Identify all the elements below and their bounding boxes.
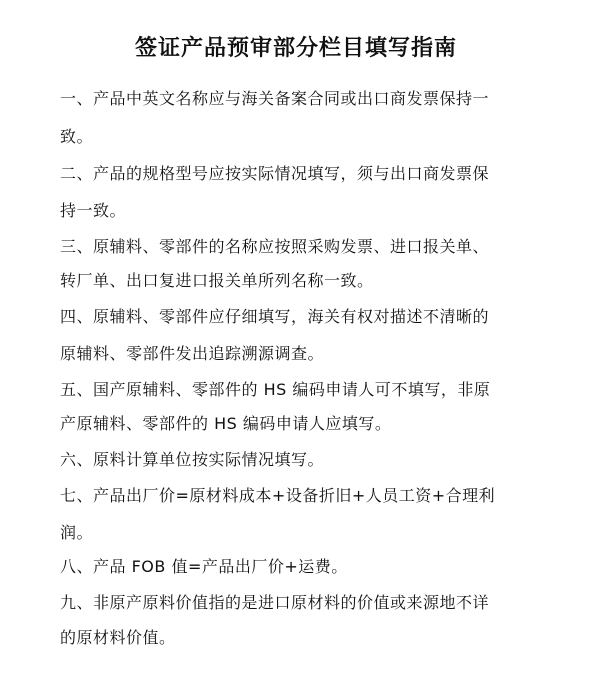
text-line: 二、产品的规格型号应按实际情况填写，须与出口商发票保 [60, 164, 490, 183]
text-line: 五、国产原辅料、零部件的 HS 编码申请人可不填写，非原 [60, 380, 491, 399]
text-line: 致。 [60, 127, 94, 146]
text-line: 四、原辅料、零部件应仔细填写，海关有权对描述不清晰的 [60, 307, 490, 326]
text-line: 产原辅料、零部件的 HS 编码申请人应填写。 [60, 414, 392, 433]
text-line: 六、原料计算单位按实际情况填写。 [60, 450, 325, 469]
page-title: 签证产品预审部分栏目填写指南 [134, 36, 457, 61]
text-line: 原辅料、零部件发出追踪溯源调查。 [60, 344, 325, 363]
text-line: 转厂单、出口复进口报关单所列名称一致。 [60, 271, 374, 290]
text-line: 持一致。 [60, 201, 127, 220]
text-line: 七、产品出厂价=原材料成本+设备折旧+人员工资+合理利 [60, 486, 496, 505]
text-line: 八、产品 FOB 值=产品出厂价+运费。 [60, 557, 348, 576]
text-line: 一、产品中英文名称应与海关备案合同或出口商发票保持一 [60, 89, 490, 108]
text-line: 的原材料价值。 [60, 628, 176, 647]
text-line: 三、原辅料、零部件的名称应按照采购发票、进口报关单、 [60, 237, 490, 256]
text-line: 九、非原产原料价值指的是进口原材料的价值或来源地不详 [60, 593, 490, 612]
text-line: 润。 [60, 523, 94, 542]
